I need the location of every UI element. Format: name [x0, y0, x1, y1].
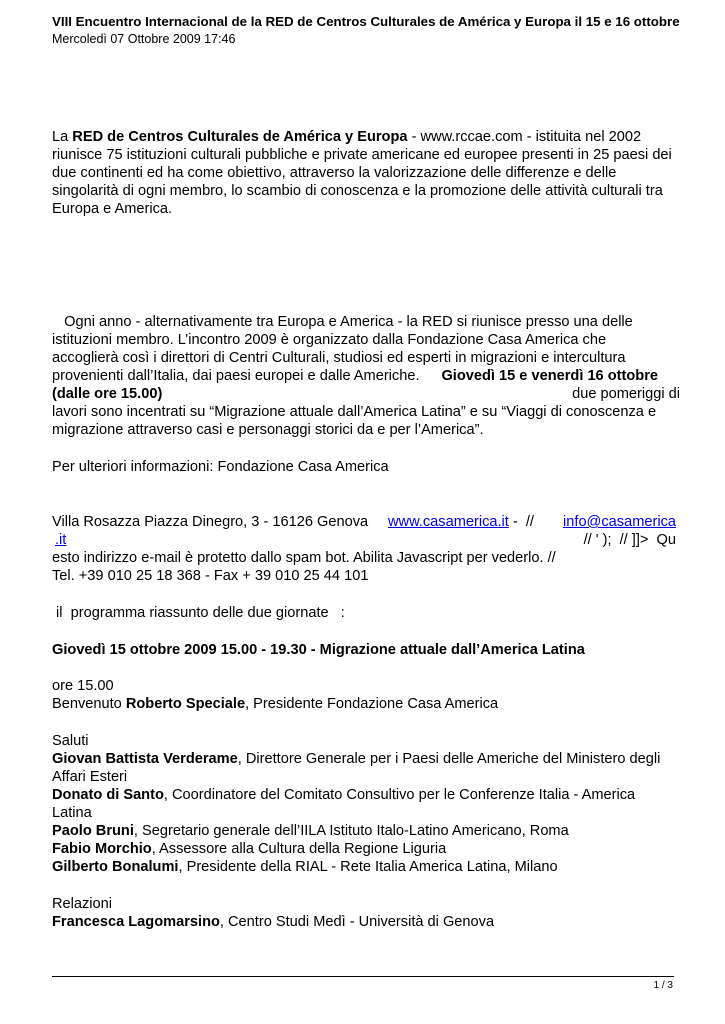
person-role: , Presidente Fondazione Casa America [245, 696, 499, 712]
contact-block [52, 513, 674, 585]
person-role: , Segretario generale dell’IILA Istituto Italo-Latino Americano, Roma [133, 823, 569, 839]
saluti-person [52, 840, 674, 858]
contact-line-1 [52, 513, 674, 531]
para2-line-2: istituzioni membro. L’incontro 2009 è organizzato dalla Fondazione Casa America che [52, 332, 607, 348]
saluti-block [52, 732, 674, 876]
saluti-person [52, 750, 674, 768]
person-role: , Assessore alla Cultura della Regione Liguria [151, 841, 447, 857]
header-date: Mercoledì 07 Ottobre 2009 17:46 [52, 32, 236, 46]
saluti-person-cont: Affari Esteri [52, 769, 128, 785]
email-link-part2[interactable]: .it [55, 532, 67, 548]
para2-line-4 [52, 367, 674, 385]
intro-paragraph [52, 128, 674, 218]
event-dates: Giovedì 15 e venerdì 16 ottobre [441, 368, 658, 384]
saluti-person [52, 786, 674, 804]
spam-note: esto indirizzo e-mail è protetto dallo spam bot. Abilita Javascript per vederlo. // [52, 550, 556, 566]
meeting-paragraph [52, 313, 680, 439]
saluti-heading: Saluti [52, 733, 89, 749]
saluti-person [52, 822, 674, 840]
saluti-person [52, 858, 674, 876]
page-number: 1 / 3 [653, 980, 673, 991]
relazioni-person [52, 913, 674, 931]
address: Villa Rosazza Piazza Dinegro, 3 - 16126 Genova [52, 514, 369, 530]
para2-line-6: lavori sono incentrati su “Migrazione attuale dall’America Latina” e su “Viaggi di conoscenza e [52, 404, 657, 420]
relazioni-block [52, 895, 674, 931]
intro-text: La [52, 129, 73, 145]
person-name: Fabio Morchio [52, 841, 152, 857]
email-script-code: // ' ); // ]]> Qu [583, 532, 676, 548]
email-link-part1[interactable]: info@casamerica [563, 514, 676, 530]
website-link[interactable]: www.casamerica.it [388, 514, 509, 530]
para2-line-7: migrazione attraverso casi e personaggi storici da e per l’America”. [52, 422, 484, 438]
intro-line-1 [52, 128, 674, 146]
person-name: Giovan Battista Verderame [52, 751, 238, 767]
event-time: (dalle ore 15.00) [52, 386, 163, 402]
para2-line-3: accoglierà così i direttori di Centri Culturali, studiosi ed esperti in migrazioni e intercultura [52, 350, 626, 366]
person-role: , Presidente della RIAL - Rete Italia America Latina, Milano [178, 859, 558, 875]
person-name: Gilberto Bonalumi [52, 859, 179, 875]
day1-heading: Giovedì 15 ottobre 2009 15.00 - 19.30 - Migrazione attuale dall’America Latina [52, 642, 585, 658]
contact-line-2 [52, 531, 674, 549]
welcome-block [52, 677, 674, 713]
welcome-line [52, 695, 674, 713]
header-title: VIII Encuentro Internacional de la RED de Centros Culturales de América y Europa il 15 e 16 ottobre [52, 14, 680, 29]
para2-text: provenienti dall’Italia, dai paesi europei e dalle Americhe. [52, 368, 420, 384]
person-role: , Centro Studi Medì - Università di Genova [219, 914, 495, 930]
person-name: Donato di Santo [52, 787, 164, 803]
saluti-person-cont: Latina [52, 805, 92, 821]
program-intro: il programma riassunto delle due giornate : [52, 605, 345, 621]
person-name: Francesca Lagomarsino [52, 914, 220, 930]
red-name: RED de Centros Culturales de América y Europa [72, 129, 408, 145]
person-name: Paolo Bruni [52, 823, 134, 839]
relazioni-heading: Relazioni [52, 896, 113, 912]
intro-line-3: due continenti ed ha come obiettivo, attraverso la valorizzazione delle differenze e delle [52, 165, 617, 181]
person-role: , Direttore Generale per i Paesi delle Americhe del Ministero degli [237, 751, 661, 767]
separator: - // [508, 514, 534, 530]
welcome-label: Benvenuto [52, 696, 126, 712]
footer-divider [52, 976, 674, 977]
person-name: Roberto Speciale [125, 696, 246, 712]
info-line: Per ulteriori informazioni: Fondazione Casa America [52, 459, 389, 475]
intro-text: - www.rccae.com - istituita nel 2002 [407, 129, 642, 145]
welcome-time: ore 15.00 [52, 678, 114, 694]
intro-line-2: riunisce 75 istituzioni culturali pubbliche e private americane ed europee presenti in 25 paesi dei [52, 147, 672, 163]
para2-line-1: Ogni anno - alternativamente tra Europa e America - la RED si riunisce presso una delle [52, 314, 633, 330]
phone-fax: Tel. +39 010 25 18 368 - Fax + 39 010 25 44 101 [52, 568, 369, 584]
para2-text: due pomeriggi di [572, 386, 680, 402]
para2-line-5 [52, 385, 680, 403]
person-role: , Coordinatore del Comitato Consultivo per le Conferenze Italia - America [163, 787, 636, 803]
intro-line-4: singolarità di ogni membro, lo scambio di conoscenza e la promozione delle attività culturali tra [52, 183, 663, 199]
intro-line-5: Europa e America. [52, 201, 173, 217]
